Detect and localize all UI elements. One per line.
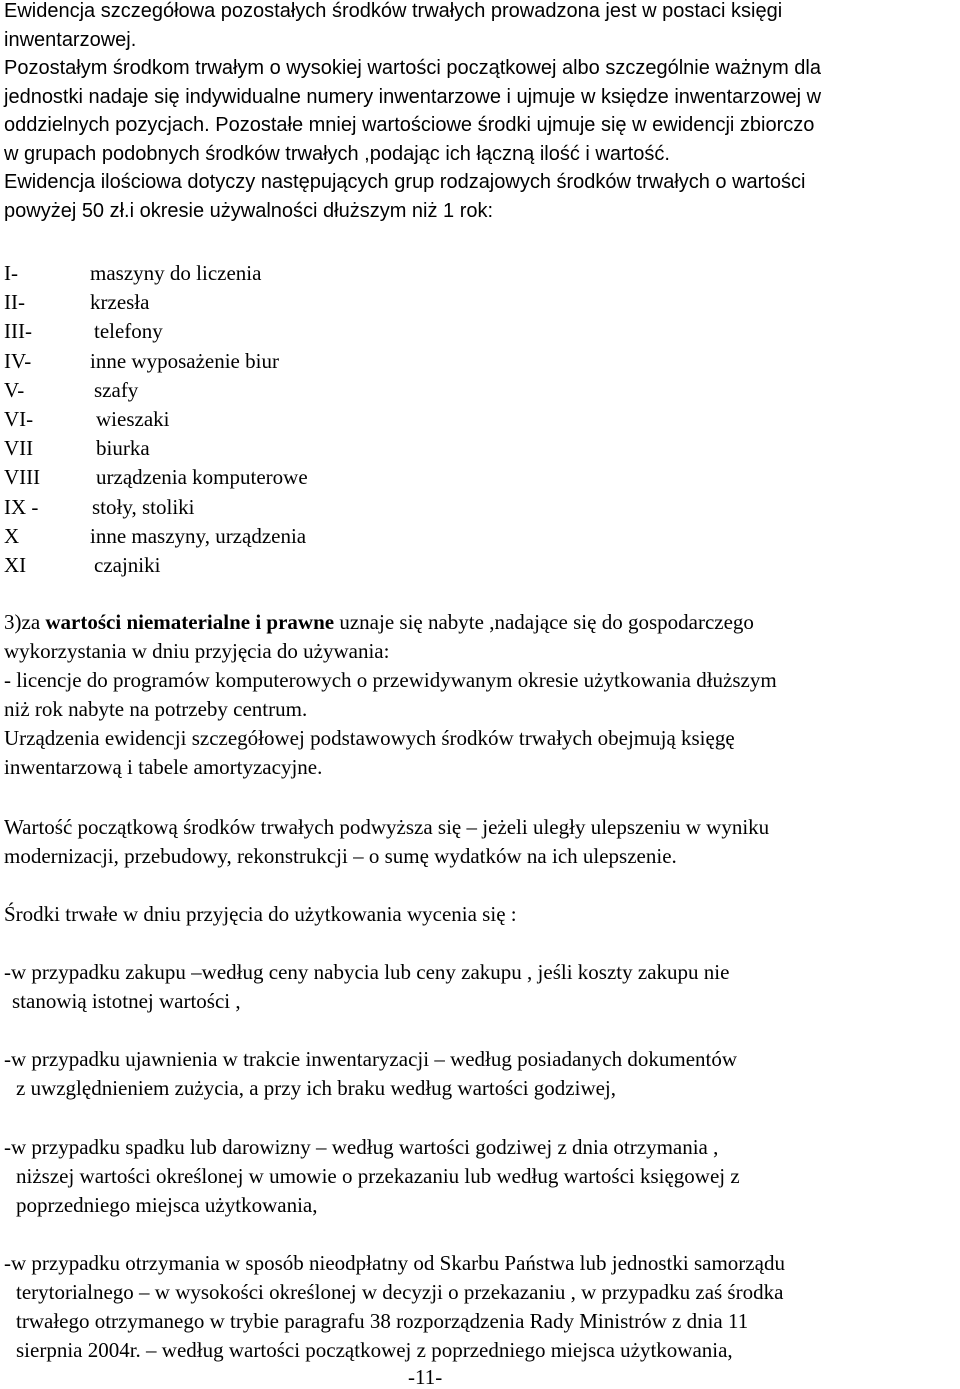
text-span: uznaje się nabyte ,nadające się do gospodarczego — [334, 610, 754, 634]
group-label: telefony — [94, 319, 163, 344]
bold-term: wartości niematerialne i prawne — [45, 610, 335, 634]
text-line: inwentarzową i tabele amortyzacyjne. — [4, 755, 323, 779]
valuation-donation — [4, 1133, 956, 1220]
text-line: sierpnia 2004r. – według wartości początkowej z poprzedniego miejsca użytkowania, — [16, 1338, 733, 1362]
group-label: urządzenia komputerowe — [96, 465, 308, 490]
text-line: stanowią istotnej wartości , — [12, 989, 241, 1013]
text-line: powyżej 50 zł.i okresie używalności dłuższym niż 1 rok: — [4, 199, 494, 222]
group-number: II- — [4, 290, 25, 315]
group-label: inne maszyny, urządzenia — [90, 523, 307, 548]
text-line: niż rok nabyte na potrzeby centrum. — [4, 697, 308, 721]
intro-paragraph — [4, 0, 956, 225]
group-label: szafy — [94, 377, 139, 402]
group-label: czajniki — [94, 552, 161, 577]
group-number: IX - — [4, 494, 39, 519]
group-number: V- — [4, 377, 25, 402]
text-line: Pozostałym środkom trwałym o wysokiej wartości początkowej albo szczególnie ważnym dla — [4, 57, 821, 79]
text-line: -w przypadku spadku lub darowizny – według wartości godziwej z dnia otrzymania , — [4, 1135, 719, 1159]
text-line: -w przypadku ujawnienia w trakcie inwentaryzacji – według posiadanych dokumentów — [4, 1047, 738, 1071]
text-line: -w przypadku otrzymania w sposób nieodpłatny od Skarbu Państwa lub jednostki samorządu — [4, 1251, 785, 1275]
group-number: X — [4, 523, 20, 548]
text-line: - licencje do programów komputerowych o przewidywanym okresie użytkowania dłuższym — [4, 668, 777, 692]
text-line: niższej wartości określonej w umowie o przekazaniu lub według wartości księgowej z — [16, 1164, 740, 1188]
group-label: stoły, stoliki — [92, 494, 195, 519]
group-label: biurka — [96, 436, 150, 461]
text-line: w grupach podobnych środków trwałych ,podając ich łączną ilość i wartość. — [4, 142, 670, 165]
group-number: VIII — [4, 465, 41, 490]
text-line: Wartość początkową środków trwałych podwyższa się – jeżeli uległy ulepszeniu w wyniku — [4, 815, 770, 839]
text-line: Urządzenia ewidencji szczegółowej podstawowych środków trwałych obejmują księgę — [4, 726, 735, 750]
group-number: IV- — [4, 348, 32, 373]
text-span: 3)za — [4, 610, 46, 634]
text-line: poprzedniego miejsca użytkowania, — [16, 1193, 318, 1217]
valuation-purchase — [4, 958, 956, 1016]
group-number: I- — [4, 261, 18, 285]
group-label: maszyny do liczenia — [90, 261, 262, 285]
group-number: III- — [4, 319, 32, 344]
valuation-free-transfer — [4, 1249, 956, 1365]
text-line — [4, 608, 956, 637]
text-line: modernizacji, przebudowy, rekonstrukcji – o sumę wydatków na ich ulepszenie. — [4, 844, 677, 868]
text-line: Ewidencja ilościowa dotyczy następujących grup rodzajowych środków trwałych o wartości — [4, 171, 806, 193]
valuation-heading: Środki trwałe w dniu przyjęcia do użytkowania wycenia się : — [4, 902, 517, 926]
text-line: -w przypadku zakupu –według ceny nabycia lub ceny zakupu , jeśli koszty zakupu nie — [4, 960, 730, 984]
text-line: jednostki nadaje się indywidualne numery inwentarzowe i ujmuje w księdze inwentarzowej w — [4, 85, 822, 108]
page-number: -11- — [408, 1365, 443, 1389]
intangibles-paragraph — [4, 608, 956, 782]
group-number: VII — [4, 436, 34, 461]
text-line: oddzielnych pozycjach. Pozostałe mniej wartościowe środki ujmuje się w ewidencji zbiorczo — [4, 114, 815, 136]
modernization-paragraph — [4, 813, 956, 871]
text-line: wykorzystania w dniu przyjęcia do używania: — [4, 639, 390, 663]
text-line: trwałego otrzymanego w trybie paragrafu 38 rozporządzenia Rady Ministrów z dnia 11 — [16, 1309, 749, 1333]
group-label: inne wyposażenie biur — [90, 348, 279, 373]
text-line: Ewidencja szczegółowa pozostałych środków trwałych prowadzona jest w postaci księgi — [4, 0, 783, 22]
group-label: wieszaki — [96, 406, 170, 431]
text-line: inwentarzowej. — [4, 28, 137, 51]
text-line: terytorialnego – w wysokości określonej w decyzji o przekazaniu , w przypadku zaś środka — [16, 1280, 784, 1304]
group-number: XI — [4, 552, 27, 577]
group-label: krzesła — [90, 290, 150, 315]
valuation-disclosure — [4, 1045, 956, 1103]
group-number: VI- — [4, 406, 34, 431]
text-line: z uwzględnieniem zużycia, a przy ich braku według wartości godziwej, — [16, 1076, 617, 1100]
